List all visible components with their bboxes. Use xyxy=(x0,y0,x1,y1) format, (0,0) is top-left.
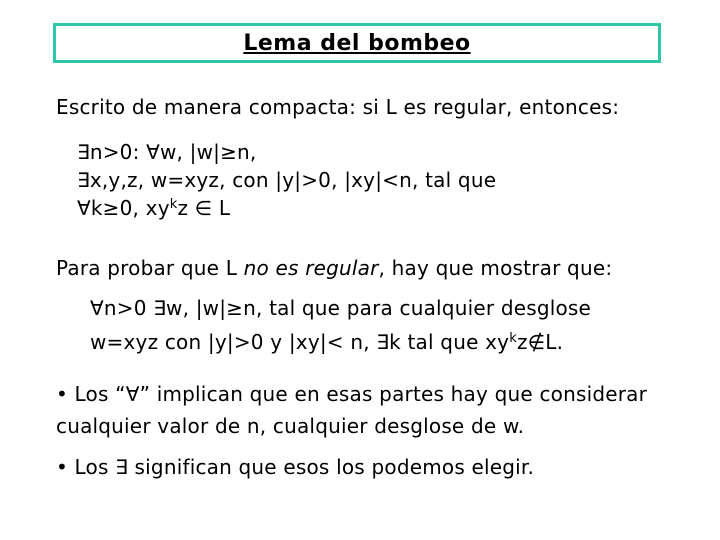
condition-3-b: z ∈ L xyxy=(177,196,231,220)
proof-a: Para probar que L xyxy=(56,256,244,280)
condition-2: ∃x,y,z, w=xyz, con |y|>0, |xy|<n, tal que xyxy=(77,168,497,192)
proof-statement-2-a: w=xyz con |y|>0 y |xy|< n, ∃k tal que xy xyxy=(90,330,510,354)
proof-line xyxy=(56,256,612,280)
proof-emphasis: no es regular xyxy=(243,256,379,280)
bullet-1-line-1: • Los “∀” implican que en esas partes hay que considerar xyxy=(56,382,648,406)
proof-statement-1: ∀n>0 ∃w, |w|≥n, tal que para cualquier desglose xyxy=(90,296,592,320)
title-box xyxy=(53,23,661,63)
proof-b: , hay que mostrar que: xyxy=(378,256,613,280)
proof-statement-2-sup: k xyxy=(509,331,517,346)
intro-line: Escrito de manera compacta: si L es regular, entonces: xyxy=(56,95,620,119)
condition-3-sup: k xyxy=(169,197,178,212)
condition-3 xyxy=(77,196,230,220)
slide-title: Lema del bombeo xyxy=(243,30,471,56)
proof-statement-2-b: z∉L. xyxy=(516,330,564,354)
bullet-2: • Los ∃ significan que esos los podemos elegir. xyxy=(56,455,535,479)
condition-1: ∃n>0: ∀w, |w|≥n, xyxy=(77,140,257,164)
proof-statement-2 xyxy=(90,330,563,354)
condition-3-a: ∀k≥0, xy xyxy=(77,196,170,220)
bullet-1-line-2: cualquier valor de n, cualquier desglose de w. xyxy=(56,414,525,438)
